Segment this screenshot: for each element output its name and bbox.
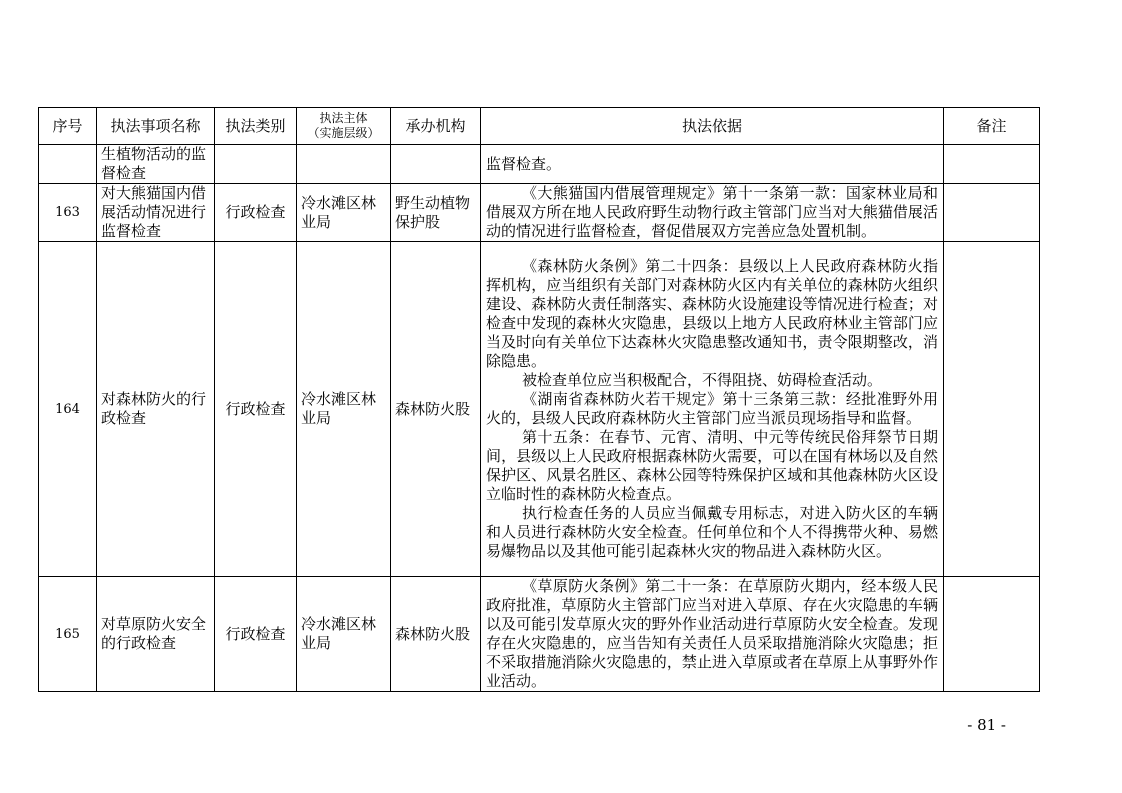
row-no [39, 145, 97, 184]
row-subject: 冷水滩区林业局 [297, 577, 391, 692]
header-subject-line2: （实施层级） [307, 126, 380, 140]
basis-paragraph: 执行检查任务的人员应当佩戴专用标志，对进入防火区的车辆和人员进行森林防火安全检查。任何单位和个人不得携带火种、易燃易爆物品以及其他可能引起森林火灾的物品进入森林防火区。 [486, 504, 938, 560]
row-basis [481, 242, 944, 577]
row-remark [944, 184, 1040, 242]
basis-paragraph: 第十五条：在春节、元宵、清明、中元等传统民俗拜祭节日期间，县级以上人民政府根据森林防火需要，可以在国有林场以及自然保护区、风景名胜区、森林公园等特殊保护区域和其他森林防火区设立临时性的森林防火检查点。 [486, 428, 938, 503]
row-subject: 冷水滩区林业局 [297, 242, 391, 577]
row-category [215, 145, 297, 184]
header-subject-line1: 执法主体 [319, 111, 368, 125]
row-name: 对草原防火安全的行政检查 [97, 577, 215, 692]
row-org: 森林防火股 [391, 242, 481, 577]
page-number: - 81 - [967, 716, 1006, 734]
header-remark: 备注 [944, 108, 1040, 145]
row-org: 森林防火股 [391, 577, 481, 692]
row-category: 行政检查 [215, 577, 297, 692]
basis-paragraph: 《草原防火条例》第二十一条：在草原防火期内，经本级人民政府批准，草原防火主管部门应当对进入草原、存在火灾隐患的车辆以及可能引发草原火灾的野外作业活动进行草原防火安全检查。发现存在火灾隐患的，应当告知有关责任人员采取措施消除火灾隐患；拒不采取措施消除火灾隐患的，禁止进入草原或者在草原上从事野外作业活动。 [486, 577, 938, 690]
header-category: 执法类别 [215, 108, 297, 145]
row-category: 行政检查 [215, 184, 297, 242]
header-no: 序号 [39, 108, 97, 145]
row-category: 行政检查 [215, 242, 297, 577]
header-name: 执法事项名称 [97, 108, 215, 145]
basis-paragraph: 监督检查。 [486, 154, 562, 173]
table-header-row [39, 108, 1040, 145]
basis-paragraph: 《湖南省森林防火若干规定》第十三条第三款：经批准野外用火的，县级人民政府森林防火主管部门应当派员现场指导和监督。 [486, 390, 938, 427]
header-org: 承办机构 [391, 108, 481, 145]
row-name: 对森林防火的行政检查 [97, 242, 215, 577]
row-subject: 冷水滩区林业局 [297, 184, 391, 242]
header-basis: 执法依据 [481, 108, 944, 145]
row-remark [944, 242, 1040, 577]
header-subject [297, 108, 391, 145]
row-no: 163 [39, 184, 97, 242]
table-row [39, 577, 1040, 692]
table-row [39, 242, 1040, 577]
row-org: 野生动植物保护股 [391, 184, 481, 242]
row-remark [944, 577, 1040, 692]
row-no: 164 [39, 242, 97, 577]
basis-paragraph: 被检查单位应当积极配合，不得阻挠、妨碍检查活动。 [522, 371, 883, 389]
row-name: 对大熊猫国内借展活动情况进行监督检查 [97, 184, 215, 242]
row-basis [481, 145, 944, 184]
enforcement-table [38, 107, 1040, 692]
basis-paragraph: 《森林防火条例》第二十四条：县级以上人民政府森林防火指挥机构，应当组织有关部门对森林防火区内有关单位的森林防火组织建设、森林防火责任制落实、森林防火设施建设等情况进行检查；对检查中发现的森林火灾隐患，县级以上地方人民政府林业主管部门应当及时向有关单位下达森林火灾隐患整改通知书，责令限期整改，消除隐患。 [486, 257, 938, 370]
row-org [391, 145, 481, 184]
row-basis [481, 184, 944, 242]
row-basis [481, 577, 944, 692]
row-remark [944, 145, 1040, 184]
row-no: 165 [39, 577, 97, 692]
basis-paragraph: 《大熊猫国内借展管理规定》第十一条第一款：国家林业局和借展双方所在地人民政府野生动物行政主管部门应当对大熊猫借展活动的情况进行监督检查，督促借展双方完善应急处置机制。 [486, 184, 938, 240]
row-subject [297, 145, 391, 184]
table-row [39, 145, 1040, 184]
row-name: 生植物活动的监督检查 [97, 145, 215, 184]
table-row [39, 184, 1040, 242]
